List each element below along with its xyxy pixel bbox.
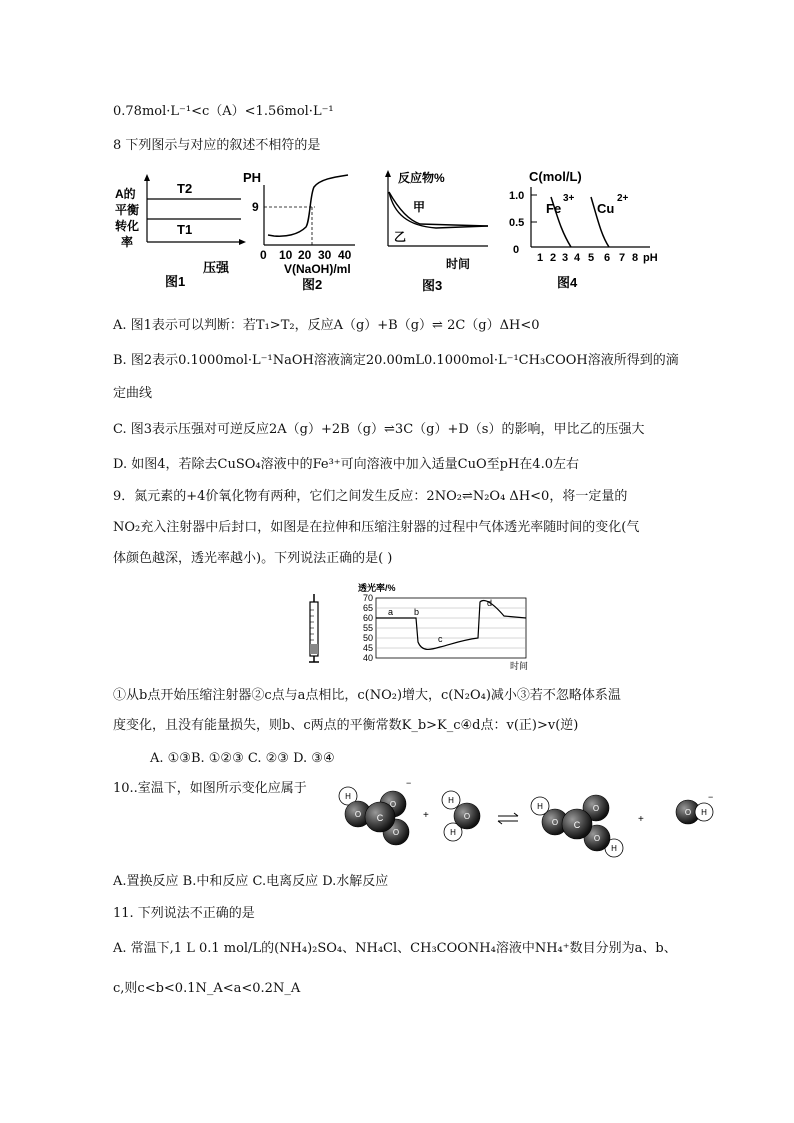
syringe-icon bbox=[303, 594, 325, 664]
atom-h: H bbox=[345, 792, 351, 801]
fig2-xtick-30: 30 bbox=[318, 248, 332, 262]
fig4-xtick-7: 7 bbox=[619, 252, 626, 264]
bicarbonate-ion bbox=[339, 778, 411, 845]
fig4-ytick-0: 0 bbox=[513, 244, 520, 256]
fig4-ylabel: C(mol/L) bbox=[529, 169, 582, 184]
fig1-series-t1: T1 bbox=[177, 222, 193, 237]
fig9-point-a: a bbox=[388, 607, 394, 617]
fig9-ytick-70: 70 bbox=[362, 593, 373, 603]
fig9-point-c: c bbox=[438, 634, 443, 644]
fig3-caption: 图3 bbox=[422, 278, 443, 293]
atom-h: H bbox=[611, 844, 617, 853]
fig9-ytick-40: 40 bbox=[362, 653, 373, 663]
plus-sign: + bbox=[423, 810, 429, 821]
fig1-ylabel-4: 率 bbox=[121, 235, 134, 249]
question-8-option-b-line1: B. 图2表示0.1000mol·L⁻¹NaOH溶液滴定20.00mL0.1000mol·L⁻¹CH₃COOH溶液所得到的滴 bbox=[113, 353, 679, 368]
fig9-ylabel: 透光率/% bbox=[358, 583, 396, 593]
fig2-caption: 图2 bbox=[302, 277, 323, 292]
fig9-ytick-50: 50 bbox=[362, 633, 373, 643]
atom-h: H bbox=[450, 828, 456, 837]
fig4-ion-fe-charge: 3+ bbox=[563, 193, 575, 204]
fig4-ytick-05: 0.5 bbox=[509, 217, 525, 229]
question-8-option-d: D. 如图4，若除去CuSO₄溶液中的Fe³⁺可向溶液中加入适量CuO至pH在4.0左右 bbox=[113, 457, 579, 472]
question-9-line1: 9．氮元素的+4价氧化物有两种，它们之间发生反应：2NO₂⇌N₂O₄ ΔH<0，将一定量的 bbox=[113, 489, 628, 504]
fig2-ylabel: PH bbox=[243, 170, 262, 185]
fig4-ion-cu-charge: 2+ bbox=[617, 193, 629, 204]
carbonic-acid-molecule bbox=[531, 795, 623, 857]
fig2-xtick-10: 10 bbox=[279, 248, 293, 262]
question-8-option-c: C. 图3表示压强对可逆反应2A（g）+2B（g）⇌3C（g）+D（s）的影响，甲比乙的压强大 bbox=[113, 422, 645, 437]
question-11-stem: 11. 下列说法不正确的是 bbox=[113, 906, 255, 921]
fig4-caption: 图4 bbox=[557, 275, 578, 290]
fig4-xtick-1: 1 bbox=[537, 252, 544, 264]
fig3-series-jia: 甲 bbox=[413, 200, 426, 214]
figure-4 bbox=[505, 165, 675, 293]
equilibrium-arrow-icon bbox=[498, 813, 518, 824]
atom-o: O bbox=[684, 808, 692, 817]
atom-o: O bbox=[392, 828, 400, 837]
fig4-xtick-3: 3 bbox=[562, 252, 569, 264]
question-11-option-a-line2: c,则c<b<0.1N_A<a<0.2N_A bbox=[113, 981, 301, 996]
fig2-ytick-9: 9 bbox=[252, 200, 259, 214]
figure-10-molecular-model bbox=[330, 772, 720, 864]
question-8-option-b-line2: 定曲线 bbox=[113, 386, 153, 401]
fig4-ytick-1: 1.0 bbox=[509, 190, 525, 202]
fig4-xtick-4: 4 bbox=[574, 252, 581, 264]
fig9-point-d: d bbox=[487, 598, 493, 608]
question-8-option-a: A. 图1表示可以判断：若T₁>T₂，反应A（g）+B（g）⇌ 2C（g）ΔH<0 bbox=[113, 318, 540, 333]
question-9-statements-line2: 度变化，且没有能量损失，则b、c两点的平衡常数K_b>K_c④d点：v(正)>v(逆) bbox=[113, 718, 579, 733]
figure-2 bbox=[240, 165, 370, 297]
question-9-options: A. ①③B. ①②③ C. ②③ D. ③④ bbox=[150, 751, 335, 766]
fig4-xlabel: pH bbox=[643, 252, 658, 264]
text-line-concentration-range: 0.78mol·L⁻¹<c（A）<1.56mol·L⁻¹ bbox=[113, 104, 334, 119]
fig2-xtick-20: 20 bbox=[298, 248, 312, 262]
charge-minus: − bbox=[708, 792, 714, 802]
atom-h: H bbox=[701, 808, 707, 817]
figure-9-transmittance bbox=[342, 580, 532, 672]
fig3-xlabel: 时间 bbox=[446, 257, 471, 271]
fig2-xtick-40: 40 bbox=[338, 248, 352, 262]
fig9-ytick-55: 55 bbox=[362, 623, 373, 633]
atom-h: H bbox=[448, 796, 454, 805]
question-8-stem: 8 下列图示与对应的叙述不相符的是 bbox=[113, 138, 321, 153]
atom-o: O bbox=[354, 810, 362, 819]
fig4-xtick-8: 8 bbox=[632, 252, 639, 264]
fig3-series-yi: 乙 bbox=[394, 230, 407, 244]
figure-3 bbox=[380, 168, 495, 296]
fig1-ylabel-3: 转化 bbox=[115, 219, 140, 233]
water-molecule bbox=[442, 791, 480, 841]
fig4-xtick-6: 6 bbox=[604, 252, 611, 264]
plus-sign: + bbox=[638, 814, 644, 825]
atom-c: C bbox=[573, 820, 581, 830]
fig1-caption: 图1 bbox=[165, 274, 186, 289]
atom-o: O bbox=[592, 804, 600, 813]
question-11-option-a-line1: A. 常温下,1 L 0.1 mol/L的(NH₄)₂SO₄、NH₄Cl、CH₃COONH₄溶液中NH₄⁺数目分别为a、b、 bbox=[113, 941, 677, 956]
fig9-ytick-65: 65 bbox=[362, 603, 373, 613]
fig1-series-t2: T2 bbox=[177, 181, 193, 196]
question-9-line3: 体颜色越深，透光率越小)。下列说法正确的是( ) bbox=[113, 551, 393, 566]
atom-o: O bbox=[593, 834, 601, 843]
fig1-ylabel-1: A的 bbox=[115, 187, 136, 201]
atom-o: O bbox=[551, 818, 559, 827]
question-10-options: A.置换反应 B.中和反应 C.电离反应 D.水解反应 bbox=[113, 874, 389, 889]
question-9-line2: NO₂充入注射器中后封口，如图是在拉伸和压缩注射器的过程中气体透光率随时间的变化(气 bbox=[113, 520, 640, 535]
question-10-stem: 10..室温下，如图所示变化应属于 bbox=[113, 781, 307, 796]
atom-o: O bbox=[463, 812, 471, 821]
atom-o: O bbox=[389, 800, 397, 809]
fig4-xtick-5: 5 bbox=[588, 252, 595, 264]
charge-minus: − bbox=[406, 778, 412, 788]
fig4-ion-cu: Cu bbox=[597, 201, 615, 216]
atom-h: H bbox=[537, 802, 543, 811]
fig9-ytick-60: 60 bbox=[362, 613, 373, 623]
fig2-xtick-0: 0 bbox=[260, 248, 267, 262]
fig3-ylabel: 反应物% bbox=[398, 171, 445, 185]
atom-c: C bbox=[376, 813, 384, 823]
hydroxide-ion bbox=[676, 792, 713, 824]
fig4-ion-fe: Fe bbox=[546, 201, 562, 216]
fig1-xlabel: 压强 bbox=[203, 260, 230, 275]
figure-1 bbox=[113, 168, 253, 290]
fig4-xtick-2: 2 bbox=[550, 252, 557, 264]
fig2-xlabel: V(NaOH)/ml bbox=[284, 262, 351, 276]
fig9-ytick-45: 45 bbox=[362, 643, 373, 653]
fig9-xlabel: 时间 bbox=[510, 661, 529, 671]
fig9-point-b: b bbox=[414, 607, 420, 617]
question-9-statements-line1: ①从b点开始压缩注射器②c点与a点相比，c(NO₂)增大，c(N₂O₄)减小③若不忽略体系温 bbox=[113, 688, 621, 703]
fig1-ylabel-2: 平衡 bbox=[115, 203, 140, 217]
